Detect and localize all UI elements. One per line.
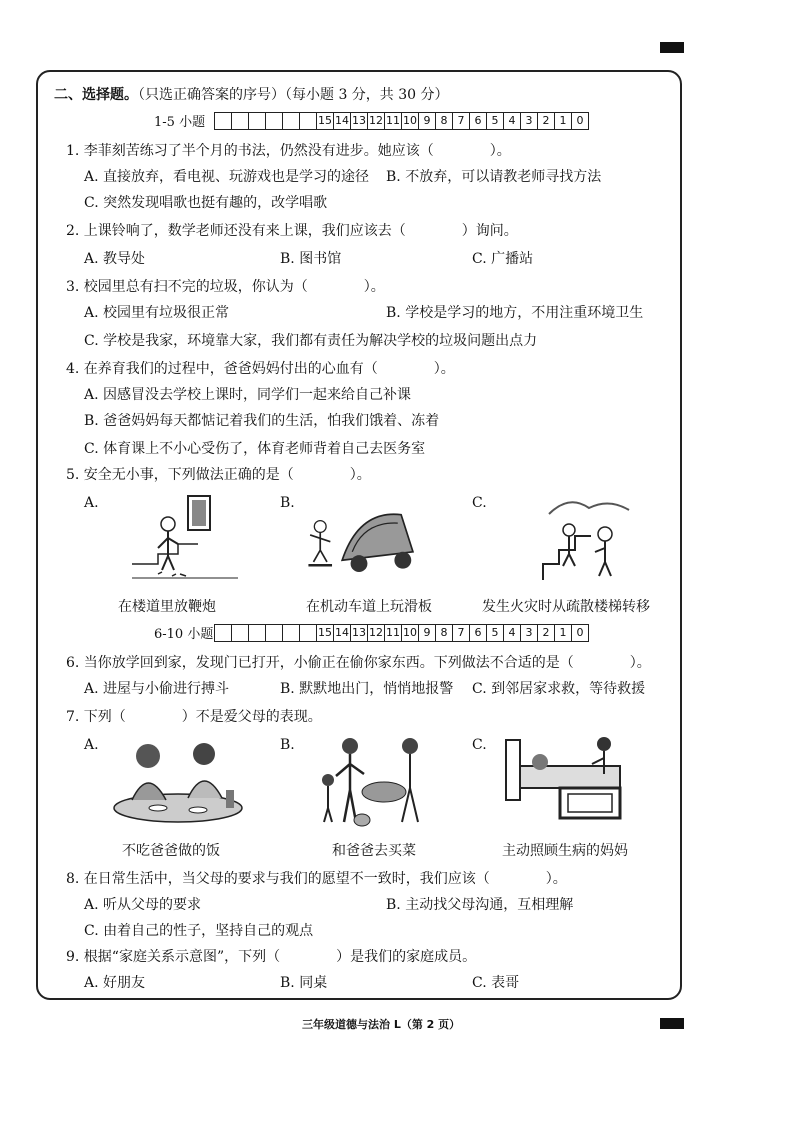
q1-option-b[interactable]: B. 不放弃，可以请教老师寻找方法 [386,169,602,185]
q8-option-c[interactable]: C. 由着自己的性子，坚持自己的观点 [84,923,314,939]
answer-cell[interactable] [283,113,300,130]
score-cell[interactable]: 12 [368,625,385,642]
page-footer: 三年级道德与法治 L（第 2 页） [302,1018,461,1031]
q5-stem: 5. 安全无小事，下列做法正确的是（ ）。 [66,467,371,483]
score-cell[interactable]: 8 [436,113,453,130]
q9-option-c[interactable]: C. 表哥 [472,975,520,991]
answer-cell[interactable] [266,625,283,642]
score-cell[interactable]: 7 [453,113,470,130]
answer-cell[interactable] [215,625,232,642]
q7-caption-b: 和爸爸去买菜 [332,843,416,859]
q2-stem: 2. 上课铃响了，数学老师还没有来上课，我们应该去（ ）询问。 [66,223,518,239]
score-cell[interactable]: 0 [572,113,589,130]
score-cell[interactable]: 5 [487,625,504,642]
answer-cell[interactable] [283,625,300,642]
score-cell[interactable]: 15 [317,625,334,642]
q3-option-b[interactable]: B. 学校是学习的地方，不用注重环境卫生 [386,305,644,321]
score-cell[interactable]: 0 [572,625,589,642]
answer-grid-2[interactable] [214,624,589,642]
q7-caption-c: 主动照顾生病的妈妈 [502,843,628,859]
q1-option-c[interactable]: C. 突然发现唱歌也挺有趣的，改学唱歌 [84,195,328,211]
q1-stem: 1. 李菲刻苦练习了半个月的书法，仍然没有进步。她应该（ ）。 [66,143,511,159]
score-cell[interactable]: 4 [504,113,521,130]
q5-option-c[interactable]: C. [472,495,487,511]
score-cell[interactable]: 13 [351,625,368,642]
q2-option-c[interactable]: C. 广播站 [472,251,534,267]
q6-stem: 6. 当你放学回到家，发现门已打开，小偷正在偷你家东西。下列做法不合适的是（ ）。 [66,655,651,671]
q1-option-a[interactable]: A. 直接放弃，看电视、玩游戏也是学习的途径 [84,169,370,185]
q9-option-b[interactable]: B. 同桌 [280,975,328,991]
registration-mark-top [660,42,684,53]
q6-option-a[interactable]: A. 进屋与小偷进行搏斗 [84,681,230,697]
q3-stem: 3. 校园里总有扫不完的垃圾，你认为（ ）。 [66,279,385,295]
q5-caption-b: 在机动车道上玩滑板 [306,599,432,615]
q4-option-a[interactable]: A. 因感冒没去学校上课时，同学们一起来给自己补课 [84,387,412,403]
q6-option-c[interactable]: C. 到邻居家求救，等待救援 [472,681,646,697]
score-cell[interactable]: 1 [555,113,572,130]
answer-grid-1[interactable] [214,112,589,130]
registration-mark-bottom [660,1018,684,1029]
answer-cell[interactable] [232,113,249,130]
score-cell[interactable]: 10 [402,113,419,130]
q8-stem: 8. 在日常生活中，当父母的要求与我们的愿望不一致时，我们应该（ ）。 [66,871,567,887]
caring-for-sick-mom-illustration [500,730,630,830]
grid1-label: 1-5 小题 [154,115,206,130]
q7-option-a[interactable]: A. [84,737,99,753]
q5-option-b[interactable]: B. [280,495,295,511]
score-cell[interactable]: 2 [538,625,555,642]
score-cell[interactable]: 14 [334,625,351,642]
score-cell[interactable]: 2 [538,113,555,130]
q8-option-a[interactable]: A. 听从父母的要求 [84,897,202,913]
q9-option-a[interactable]: A. 好朋友 [84,975,146,991]
grid2-label: 6-10 小题 [154,627,214,642]
score-cell[interactable]: 15 [317,113,334,130]
shopping-with-dad-illustration [314,730,434,830]
q4-option-b[interactable]: B. 爸爸妈妈每天都惦记着我们的生活，怕我们饿着、冻着 [84,413,440,429]
score-cell[interactable]: 12 [368,113,385,130]
score-cell[interactable]: 9 [419,113,436,130]
q7-option-c[interactable]: C. [472,737,487,753]
answer-cell[interactable] [266,113,283,130]
score-cell[interactable]: 3 [521,113,538,130]
q5-caption-a: 在楼道里放鞭炮 [118,599,216,615]
q2-option-a[interactable]: A. 教导处 [84,251,146,267]
answer-cell[interactable] [300,113,317,130]
score-cell[interactable]: 14 [334,113,351,130]
score-cell[interactable]: 6 [470,625,487,642]
answer-cell[interactable] [300,625,317,642]
score-cell[interactable]: 9 [419,625,436,642]
q3-option-c[interactable]: C. 学校是我家，环境靠大家，我们都有责任为解决学校的垃圾问题出点力 [84,333,538,349]
score-cell[interactable]: 3 [521,625,538,642]
q7-option-b[interactable]: B. [280,737,295,753]
score-cell[interactable]: 5 [487,113,504,130]
answer-cell[interactable] [232,625,249,642]
answer-cell[interactable] [215,113,232,130]
section-note: （只选正确答案的序号）（每小题 3 分，共 30 分） [138,87,449,103]
fire-evacuation-stairs-illustration [530,494,648,586]
q8-option-b[interactable]: B. 主动找父母沟通，互相理解 [386,897,574,913]
score-cell[interactable]: 10 [402,625,419,642]
section-title [54,86,449,104]
score-cell[interactable]: 7 [453,625,470,642]
q5-option-a[interactable]: A. [84,495,99,511]
family-dinner-illustration [108,730,248,830]
score-cell[interactable]: 4 [504,625,521,642]
q3-option-a[interactable]: A. 校园里有垃圾很正常 [84,305,230,321]
q4-option-c[interactable]: C. 体育课上不小心受伤了，体育老师背着自己去医务室 [84,441,426,457]
skateboard-road-illustration [300,494,418,586]
score-cell[interactable]: 11 [385,625,402,642]
answer-cell[interactable] [249,113,266,130]
q7-stem: 7. 下列（ ）不是爱父母的表现。 [66,709,322,725]
q5-caption-c: 发生火灾时从疏散楼梯转移 [482,599,650,615]
score-cell[interactable]: 1 [555,625,572,642]
score-cell[interactable]: 11 [385,113,402,130]
score-cell[interactable]: 6 [470,113,487,130]
score-cell[interactable]: 8 [436,625,453,642]
score-cell[interactable]: 13 [351,113,368,130]
q4-stem: 4. 在养育我们的过程中，爸爸妈妈付出的心血有（ ）。 [66,361,455,377]
firecracker-stairwell-illustration [128,494,246,586]
q7-caption-a: 不吃爸爸做的饭 [122,843,220,859]
q2-option-b[interactable]: B. 图书馆 [280,251,342,267]
q6-option-b[interactable]: B. 默默地出门，悄悄地报警 [280,681,454,697]
q9-stem: 9. 根据“家庭关系示意图”，下列（ ）是我们的家庭成员。 [66,949,477,965]
answer-cell[interactable] [249,625,266,642]
section-title-text: 二、选择题。 [54,87,138,103]
